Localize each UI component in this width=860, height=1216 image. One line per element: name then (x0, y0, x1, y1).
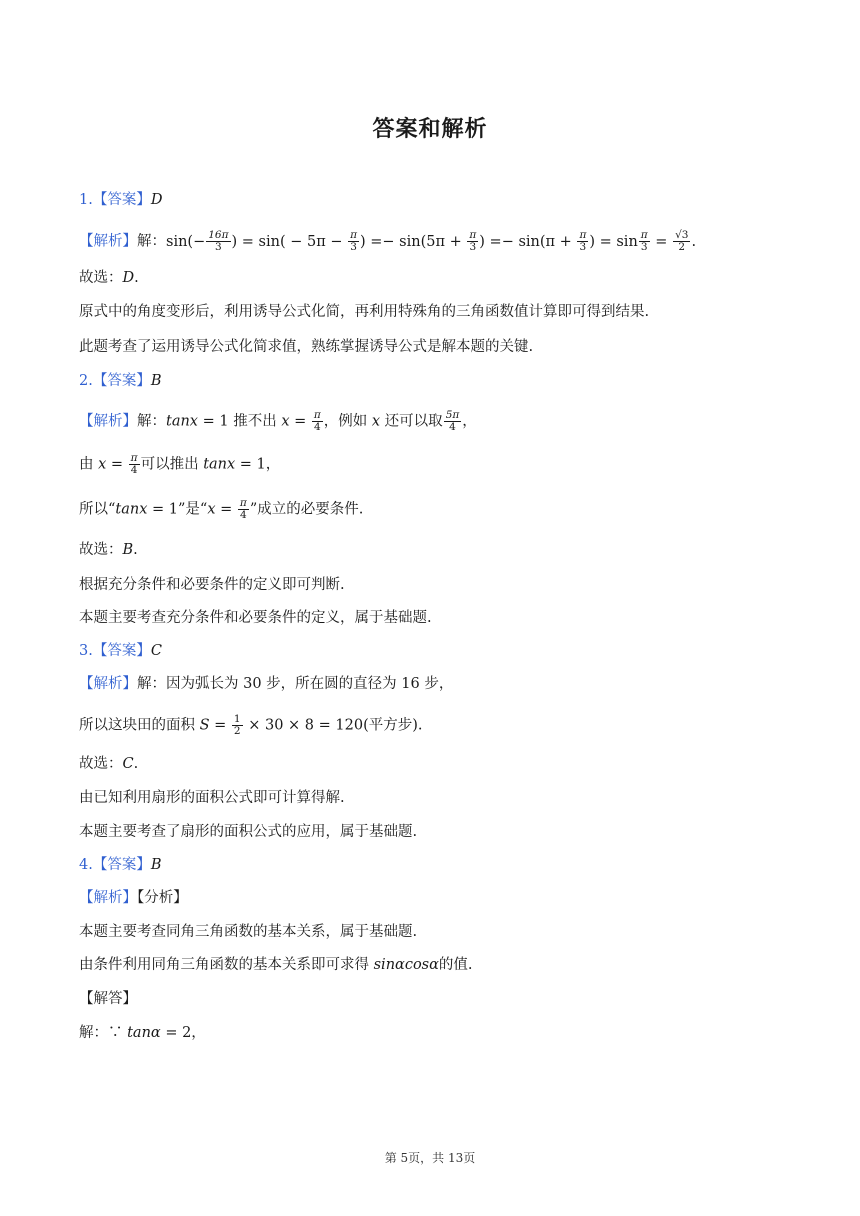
text: = 1”是“ (147, 501, 208, 518)
analysis-2-line-2 (79, 453, 280, 476)
text: − (193, 233, 206, 250)
math: tanα (127, 1025, 161, 1041)
num: π (239, 497, 247, 509)
math: x (371, 413, 381, 430)
analysis-4-line-5 (79, 1023, 206, 1043)
text: = (650, 233, 673, 250)
den: 2 (678, 241, 686, 253)
analysis-1-line-4: 此题考查了运用诱导公式化简求值，熟练掌握诱导公式是解本题的关键. (79, 339, 534, 355)
math: tanx (203, 456, 236, 473)
text: = 1， (235, 456, 281, 473)
fraction (232, 714, 243, 737)
text: 故选： (79, 270, 123, 286)
text: 故选： (79, 756, 123, 772)
text: 的值. (438, 957, 473, 973)
text: 解：∵ (79, 1025, 128, 1041)
num: π (130, 452, 138, 464)
text: 所以“ (79, 501, 116, 518)
fraction (467, 230, 478, 253)
text: sin( (166, 233, 194, 250)
text: 还可以取 (380, 413, 443, 430)
num: 1 (233, 713, 241, 725)
analysis-1-line-3: 原式中的角度变形后，利用诱导公式化简，再利用特殊角的三角函数值计算即可得到结果. (79, 304, 650, 320)
num: 16π (208, 229, 229, 241)
den: 3 (640, 241, 648, 253)
fraction (673, 230, 690, 253)
text: 故选： (79, 542, 123, 558)
answer-label: 3.【答案】 (79, 643, 151, 659)
answer-3-line (79, 641, 162, 661)
math: x (207, 501, 216, 518)
fraction (444, 410, 462, 433)
math: C (122, 756, 134, 772)
text: 解： (137, 413, 166, 430)
analysis-3-line-1 (79, 674, 453, 694)
analysis-1-line-2 (79, 268, 139, 288)
text: . (133, 756, 139, 772)
math: x (281, 413, 290, 430)
num: π (469, 229, 477, 241)
analysis-label: 【解析】 (79, 676, 137, 692)
analysis-label: 【解析】 (79, 413, 137, 430)
den: 4 (130, 464, 138, 476)
analysis-label: 【解析】 (79, 890, 137, 906)
analysis-4-line-3 (79, 955, 473, 975)
den: 4 (449, 421, 456, 433)
answer-value: C (150, 643, 162, 659)
text: . (133, 542, 138, 558)
answer-4-line (79, 855, 162, 875)
analysis-3-line-3 (79, 754, 138, 774)
num: π (579, 229, 587, 241)
den: 4 (313, 421, 321, 433)
den: 4 (240, 509, 247, 521)
text: 解：因为弧长为 30 步，所在圆的直径为 16 步， (137, 676, 454, 692)
math: D (122, 270, 135, 286)
den: 3 (579, 241, 587, 253)
fraction (312, 410, 323, 433)
answer-value: D (150, 192, 163, 208)
fraction (348, 230, 359, 253)
den: 3 (350, 241, 357, 253)
text: 由 (79, 456, 99, 473)
answer-value: B (150, 373, 162, 389)
analysis-2-line-1 (79, 410, 477, 433)
num: π (640, 229, 648, 241)
fraction (238, 498, 249, 521)
den: 3 (469, 241, 477, 253)
fraction (129, 453, 140, 476)
text: ，例如 (323, 413, 372, 430)
analysis-2-line-3 (79, 498, 363, 521)
text: = (289, 413, 311, 430)
text: ”成立的必要条件. (249, 501, 364, 518)
text: ) = sin (589, 233, 638, 250)
answer-label: 4.【答案】 (79, 857, 151, 873)
text: 可以推出 (140, 456, 204, 473)
answer-value: B (150, 857, 162, 873)
num: 5π (445, 409, 460, 421)
fraction (639, 230, 650, 253)
analysis-4-line-1 (79, 888, 188, 908)
formula (166, 229, 697, 253)
text: 解： (137, 233, 166, 250)
answer-1-line (79, 190, 162, 210)
analysis-2-line-5: 根据充分条件和必要条件的定义即可判断. (79, 577, 345, 593)
text: ) = sin( − 5π − (231, 233, 348, 250)
num: π (313, 409, 321, 421)
text: ， (462, 413, 477, 430)
text: = 2， (160, 1025, 206, 1041)
page-footer: 第 5页，共 13页 (384, 1151, 476, 1165)
analysis-4-line-2: 本题主要考查同角三角函数的基本关系，属于基础题. (79, 924, 418, 940)
analysis-label: 【解析】 (79, 233, 137, 250)
num: π (350, 229, 357, 241)
answer-label: 2.【答案】 (79, 373, 151, 389)
math: S (199, 717, 210, 734)
math: tanx (115, 501, 148, 518)
analysis-3-line-5: 本题主要考查了扇形的面积公式的应用，属于基础题. (79, 824, 418, 840)
analysis-3-line-4: 由已知利用扇形的面积公式即可计算得解. (79, 790, 345, 806)
den: 3 (215, 241, 222, 253)
answer-2-line (79, 371, 162, 391)
text: = (106, 456, 128, 473)
num: √3 (675, 229, 689, 241)
text: ) =− sin(5π + (360, 233, 467, 250)
text: . (691, 233, 697, 250)
text: = (209, 717, 231, 734)
text: 由条件利用同角三角函数的基本关系即可求得 (79, 957, 374, 973)
text: = (215, 501, 237, 518)
analysis-3-line-2 (79, 714, 423, 737)
text: = 1 推不出 (198, 413, 282, 430)
fraction (577, 230, 588, 253)
math: B (122, 542, 134, 558)
text: × 30 × 8 = 120(平方步). (243, 717, 423, 734)
math: tanx (166, 413, 198, 430)
analysis-2-line-6: 本题主要考查充分条件和必要条件的定义，属于基础题. (79, 610, 432, 626)
math: x (98, 456, 107, 473)
analysis-1-line-1 (79, 230, 696, 253)
den: 2 (233, 725, 241, 737)
analysis-2-line-4 (79, 540, 138, 560)
fraction (206, 230, 230, 253)
page-title: 答案和解析 (372, 117, 488, 142)
math: sinαcosα (373, 957, 439, 973)
analysis-4-line-4: 【解答】 (79, 991, 137, 1007)
answer-label: 1.【答案】 (79, 192, 151, 208)
text: 所以这块田的面积 (79, 717, 200, 734)
text: 【分析】 (137, 890, 188, 906)
text: . (134, 270, 139, 286)
text: ) =− sin(π + (479, 233, 577, 250)
